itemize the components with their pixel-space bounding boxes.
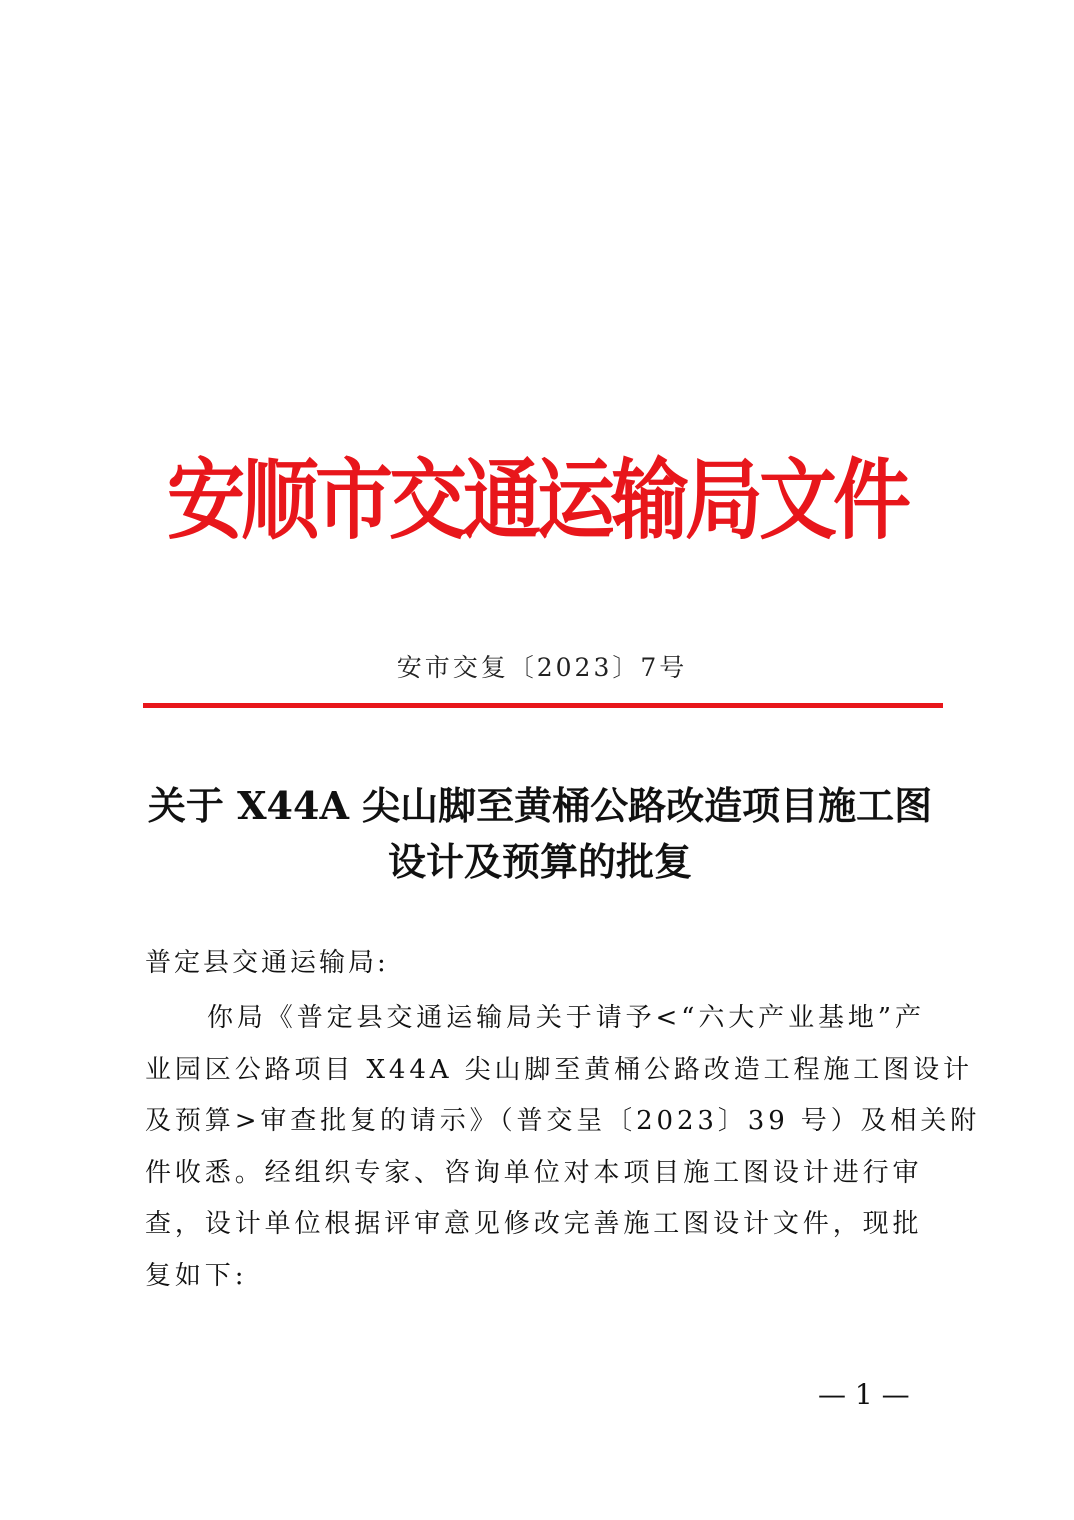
- body-line: 复如下:: [145, 1260, 248, 1291]
- document-number: 安市交复〔2023〕7号: [396, 653, 688, 682]
- page-number: — 1 —: [818, 1378, 910, 1411]
- body-paragraph: [145, 993, 981, 1302]
- body-line: 你局《普定县交通运输局关于请予<“六大产业基地”产: [207, 1003, 925, 1033]
- body-line: 查，设计单位根据评审意见修改完善施工图设计文件，现批: [145, 1209, 923, 1239]
- body-line: 件收悉。经组织专家、咨询单位对本项目施工图设计进行审: [145, 1157, 923, 1188]
- issuer-masthead: 安顺市交通运输局文件: [166, 451, 907, 552]
- title-line-2: 设计及预算的批复: [387, 839, 692, 884]
- body-line: 及预算>审查批复的请示》（普交呈〔2023〕39 号）及相关附: [145, 1106, 981, 1136]
- title-line-1: 关于 X44A 尖山脚至黄桶公路改造项目施工图: [147, 783, 933, 828]
- red-divider-line: [143, 703, 943, 708]
- body-line: 业园区公路项目 X44A 尖山脚至黄桶公路改造工程施工图设计: [145, 1054, 973, 1085]
- document-title: [130, 778, 950, 890]
- salutation: 普定县交通运输局:: [145, 948, 389, 978]
